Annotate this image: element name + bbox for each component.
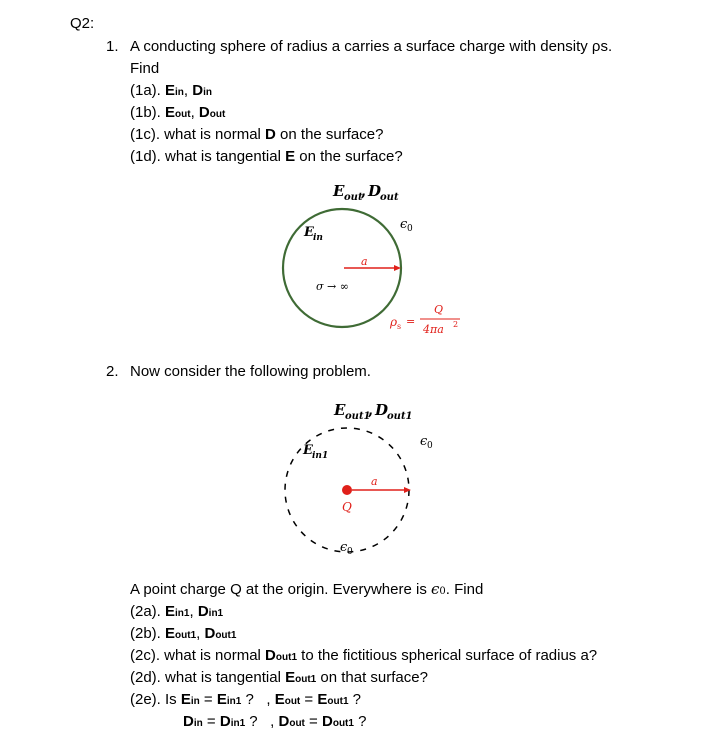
problem-2-statement: [130, 580, 483, 601]
problem-1-number: 1.: [106, 38, 119, 55]
subscript: in1: [226, 696, 242, 707]
item-2a: [130, 603, 223, 623]
fig1-sigma-label: σ → ∞: [316, 280, 349, 293]
fig1-rho-sub: s: [397, 322, 402, 331]
subscript: in: [175, 87, 184, 98]
fig1-rho-den-sup: 2: [453, 320, 459, 329]
figure-1-conducting-sphere: [270, 178, 470, 346]
fig2-eout1-sub: out1: [345, 411, 371, 422]
problem-1-find: Find: [130, 60, 160, 77]
fig1-dout-sub: out: [380, 192, 399, 203]
subscript: out1: [327, 696, 349, 707]
d-symbol: D: [265, 647, 276, 664]
item-2e-line2: [183, 713, 366, 733]
item-text: to the fictitious spherical surface of radius a?: [297, 647, 598, 664]
fig2-eout1-label: E: [334, 401, 346, 419]
question-title: Q2:: [70, 15, 95, 32]
fig1-rho-label: ρ: [390, 315, 398, 329]
item-2c: [130, 647, 597, 667]
subscript: in1: [230, 718, 246, 729]
item-label: (1b).: [130, 104, 161, 121]
item-1b: [130, 104, 225, 124]
question-mark: ? ,: [245, 713, 279, 730]
problem-2-intro: Now consider the following problem.: [130, 363, 371, 380]
separator: ,: [196, 625, 205, 642]
epsilon-symbol: ϵ: [431, 580, 440, 598]
fig1-epsilon-sub: 0: [407, 224, 413, 234]
e-symbol: E: [165, 82, 176, 99]
subscript: out: [284, 696, 301, 707]
e-symbol: E: [285, 148, 296, 165]
subscript: out1: [295, 674, 317, 685]
subscript: out1: [175, 630, 197, 641]
item-1a: [130, 82, 212, 102]
subscript: 0: [439, 586, 446, 597]
subscript: out: [209, 109, 226, 120]
fig1-ein-label: E: [304, 225, 314, 240]
item-label: (1c).: [130, 126, 160, 143]
item-2e-line1: [130, 691, 361, 711]
fig1-epsilon: ϵ: [400, 217, 408, 232]
fig2-epsilon-bottom: ϵ: [340, 540, 348, 555]
e-symbol: E: [180, 691, 191, 708]
subscript: out1: [332, 718, 354, 729]
fig2-epsilon-right-sub: 0: [427, 441, 433, 451]
fig1-comma: ,: [361, 182, 367, 200]
item-2d: [130, 669, 428, 689]
separator: ,: [183, 82, 193, 99]
item-label: (2d).: [130, 669, 161, 686]
e-symbol: E: [165, 104, 176, 121]
e-symbol: E: [216, 691, 227, 708]
equals: =: [202, 713, 220, 730]
d-symbol: D: [192, 82, 204, 99]
e-symbol: E: [165, 625, 176, 642]
equals: =: [300, 691, 318, 708]
item-text: on that surface?: [316, 669, 428, 686]
item-label: (2b).: [130, 625, 161, 642]
fig2-ein1-label: E: [303, 443, 313, 458]
fig1-rho-den: 4πa: [423, 323, 444, 336]
item-text: on the surface?: [275, 126, 384, 143]
d-symbol: D: [219, 713, 231, 730]
subscript: in1: [175, 608, 190, 619]
item-1d: [130, 148, 403, 166]
fig2-radius-label: a: [371, 475, 378, 488]
fig1-dout-label: D: [368, 182, 382, 200]
item-label: (2c).: [130, 647, 160, 664]
statement-text: . Find: [445, 581, 484, 598]
separator: ,: [190, 104, 199, 121]
subscript: out: [175, 109, 191, 120]
statement-text: A point charge Q at the origin. Everywhere is: [130, 581, 431, 598]
subscript: in1: [208, 608, 224, 619]
subscript: out: [289, 718, 305, 729]
item-text: what is tangential: [165, 669, 286, 686]
fig2-comma: ,: [368, 401, 374, 419]
subscript: in: [193, 718, 203, 729]
item-label: (2e). Is: [130, 691, 181, 708]
fig1-rho-eq: =: [406, 315, 416, 328]
item-text: what is normal: [164, 126, 266, 143]
item-2b: [130, 625, 236, 645]
item-label: (2a).: [130, 603, 161, 620]
question-mark: ?: [353, 713, 367, 730]
d-symbol: D: [198, 104, 210, 121]
item-text: what is normal: [164, 647, 266, 664]
item-label: (1a).: [130, 82, 161, 99]
subscript: out1: [215, 630, 237, 641]
question-mark: ? ,: [241, 691, 275, 708]
equals: =: [304, 713, 322, 730]
fig2-epsilon-right: ϵ: [420, 434, 428, 449]
fig1-rho-num: Q: [434, 303, 444, 316]
d-symbol: D: [265, 126, 276, 143]
fig1-radius-label: a: [361, 255, 368, 268]
fig2-ein1-sub: in1: [312, 451, 329, 461]
subscript: out1: [275, 652, 297, 663]
d-symbol: D: [322, 713, 333, 730]
fig1-eout-sub: out: [344, 192, 363, 203]
subscript: in: [203, 87, 212, 98]
point-charge-dot: [342, 485, 352, 495]
d-symbol: D: [204, 625, 216, 642]
problem-1-statement: A conducting sphere of radius a carries a surface charge with density ρs.: [130, 38, 613, 55]
d-symbol: D: [197, 603, 209, 620]
subscript: in: [190, 696, 200, 707]
fig2-dout1-sub: out1: [387, 411, 413, 422]
problem-2-number: 2.: [106, 363, 119, 380]
fig2-arrowhead: [404, 487, 411, 493]
separator: ,: [189, 603, 198, 620]
question-mark: ?: [348, 691, 362, 708]
item-1c: [130, 126, 383, 144]
d-symbol: D: [278, 713, 290, 730]
d-symbol: D: [183, 713, 194, 730]
fig2-charge-label: Q: [342, 500, 352, 514]
fig1-ein-sub: in: [313, 233, 323, 243]
e-symbol: E: [317, 691, 328, 708]
e-symbol: E: [285, 669, 296, 686]
item-label: (1d).: [130, 148, 161, 165]
fig2-epsilon-bottom-sub: 0: [347, 547, 353, 557]
e-symbol: E: [165, 603, 176, 620]
figure-2-point-charge: [270, 393, 450, 568]
e-symbol: E: [274, 691, 285, 708]
item-text: what is tangential: [165, 148, 286, 165]
fig1-eout-label: E: [333, 182, 345, 200]
item-text: on the surface?: [295, 148, 403, 165]
equals: =: [199, 691, 217, 708]
fig2-dout1-label: D: [375, 401, 389, 419]
